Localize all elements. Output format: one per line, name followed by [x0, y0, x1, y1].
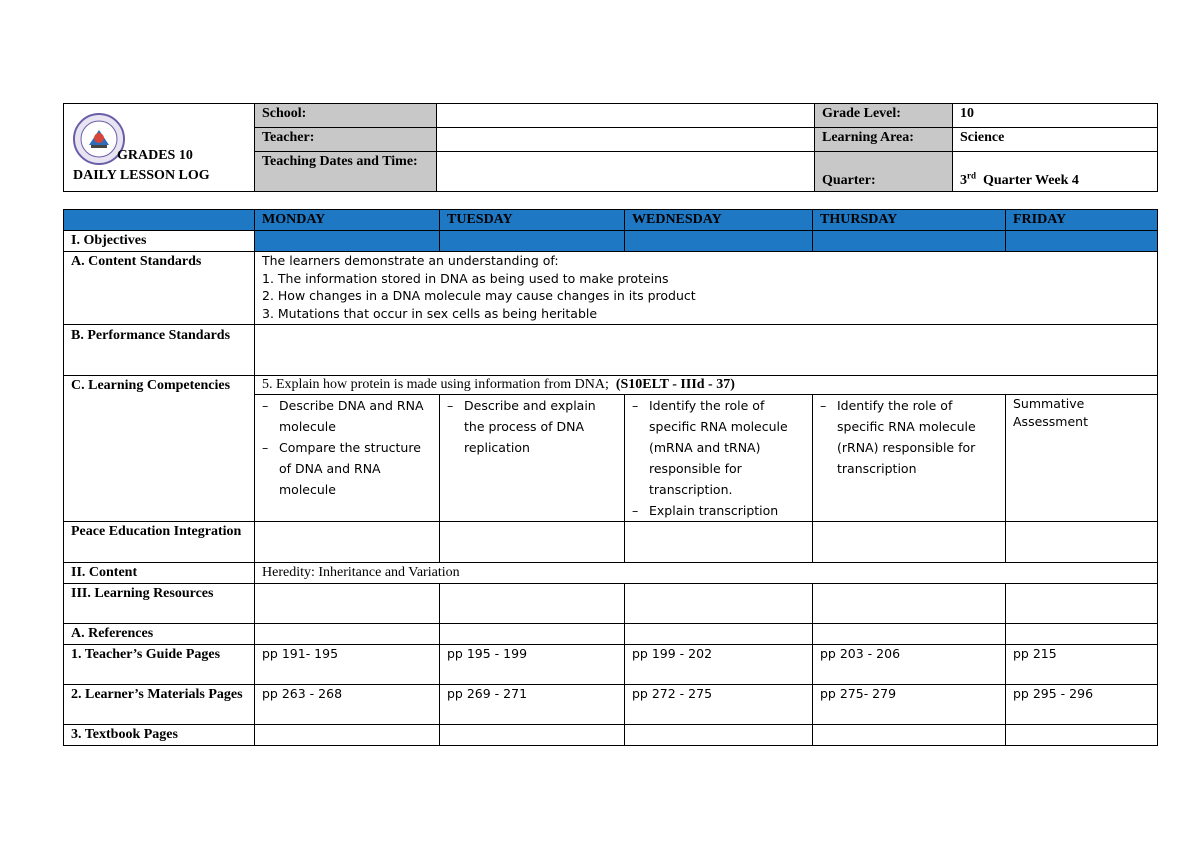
school-value	[437, 104, 815, 128]
learning-competencies-label: C. Learning Competencies	[64, 376, 255, 522]
content-label: II. Content	[64, 563, 255, 584]
learning-resources-label: III. Learning Resources	[64, 584, 255, 624]
learners-materials-label: 2. Learner’s Materials Pages	[64, 685, 255, 725]
references-row	[64, 624, 1158, 645]
learning-competencies-summary	[255, 376, 1158, 395]
quarter-suffix: rd	[967, 170, 976, 181]
objectives-row	[64, 231, 1158, 252]
quarter-rest: Quarter Week 4	[983, 173, 1079, 188]
learners-materials-tuesday: pp 269 - 271	[440, 685, 625, 725]
learning-area-label: Learning Area:	[815, 128, 953, 152]
grade-level-value: 10	[953, 104, 1158, 128]
day-monday: MONDAY	[255, 210, 440, 231]
learners-materials-row	[64, 685, 1158, 725]
day-thursday: THURSDAY	[813, 210, 1006, 231]
textbook-label: 3. Textbook Pages	[64, 725, 255, 746]
content-value: Heredity: Inheritance and Variation	[255, 563, 1158, 584]
competencies-friday: Summative Assessment	[1006, 395, 1158, 522]
teaching-dates-value	[437, 152, 815, 192]
competency-item: – Explain transcription	[632, 500, 805, 521]
competency-item: – Describe DNA and RNA molecule	[262, 395, 432, 437]
content-standards-line: The learners demonstrate an understanding of:	[262, 253, 559, 268]
content-standards-line: 1. The information stored in DNA as being used to make proteins	[262, 270, 669, 286]
teachers-guide-friday: pp 215	[1006, 645, 1158, 685]
teachers-guide-wednesday: pp 199 - 202	[625, 645, 813, 685]
content-standards-line: 3. Mutations that occur in sex cells as being heritable	[262, 305, 598, 321]
content-standards-label: A. Content Standards	[64, 252, 255, 325]
performance-standards-value	[255, 325, 1158, 376]
header-blank	[64, 210, 255, 231]
content-standards-line: 2. How changes in a DNA molecule may cause changes in its product	[262, 288, 696, 303]
teaching-dates-label: Teaching Dates and Time:	[255, 152, 437, 192]
learners-materials-monday: pp 263 - 268	[255, 685, 440, 725]
teacher-label: Teacher:	[255, 128, 437, 152]
school-label: School:	[255, 104, 437, 128]
textbook-row	[64, 725, 1158, 746]
objectives-label: I. Objectives	[64, 231, 255, 252]
learners-materials-wednesday: pp 272 - 275	[625, 685, 813, 725]
lesson-log-table	[63, 209, 1158, 746]
learners-materials-friday: pp 295 - 296	[1006, 685, 1158, 725]
competencies-thursday	[813, 395, 1006, 522]
log-title: DAILY LESSON LOG	[73, 168, 210, 183]
peace-education-label: Peace Education Integration	[64, 522, 255, 563]
learning-area-value: Science	[953, 128, 1158, 152]
logo-cell	[64, 104, 255, 192]
teachers-guide-row	[64, 645, 1158, 685]
learners-materials-thursday: pp 275- 279	[813, 685, 1006, 725]
competency-item: – Describe and explain the process of DNA replication	[447, 395, 617, 458]
content-standards-row	[64, 252, 1158, 325]
teachers-guide-label: 1. Teacher’s Guide Pages	[64, 645, 255, 685]
competency-summary-text: 5. Explain how protein is made using information from DNA;	[262, 377, 609, 392]
performance-standards-label: B. Performance Standards	[64, 325, 255, 376]
day-tuesday: TUESDAY	[440, 210, 625, 231]
quarter-number: 3	[960, 173, 967, 188]
day-wednesday: WEDNESDAY	[625, 210, 813, 231]
peace-education-row	[64, 522, 1158, 563]
competencies-monday	[255, 395, 440, 522]
references-label: A. References	[64, 624, 255, 645]
teachers-guide-tuesday: pp 195 - 199	[440, 645, 625, 685]
grades-title: GRADES 10	[117, 148, 193, 163]
days-header-row	[64, 210, 1158, 231]
header-table	[63, 103, 1158, 192]
performance-standards-row	[64, 325, 1158, 376]
competency-code: (S10ELT - IIId - 37)	[615, 377, 735, 392]
teachers-guide-thursday: pp 203 - 206	[813, 645, 1006, 685]
grade-level-label: Grade Level:	[815, 104, 953, 128]
teachers-guide-monday: pp 191- 195	[255, 645, 440, 685]
learning-competencies-summary-row	[64, 376, 1158, 395]
competency-item: – Compare the structure of DNA and RNA molecule	[262, 437, 432, 500]
competencies-wednesday	[625, 395, 813, 522]
learning-resources-row	[64, 584, 1158, 624]
competencies-tuesday	[440, 395, 625, 522]
content-standards-text	[255, 252, 1158, 325]
quarter-label: Quarter:	[815, 152, 953, 192]
quarter-value	[953, 152, 1158, 192]
day-friday: FRIDAY	[1006, 210, 1158, 231]
competency-item: – Identify the role of specific RNA molecule (mRNA and tRNA) responsible for transcription.	[632, 395, 805, 500]
teacher-value	[437, 128, 815, 152]
competency-item: – Identify the role of specific RNA molecule (rRNA) responsible for transcription	[820, 395, 998, 479]
content-row	[64, 563, 1158, 584]
